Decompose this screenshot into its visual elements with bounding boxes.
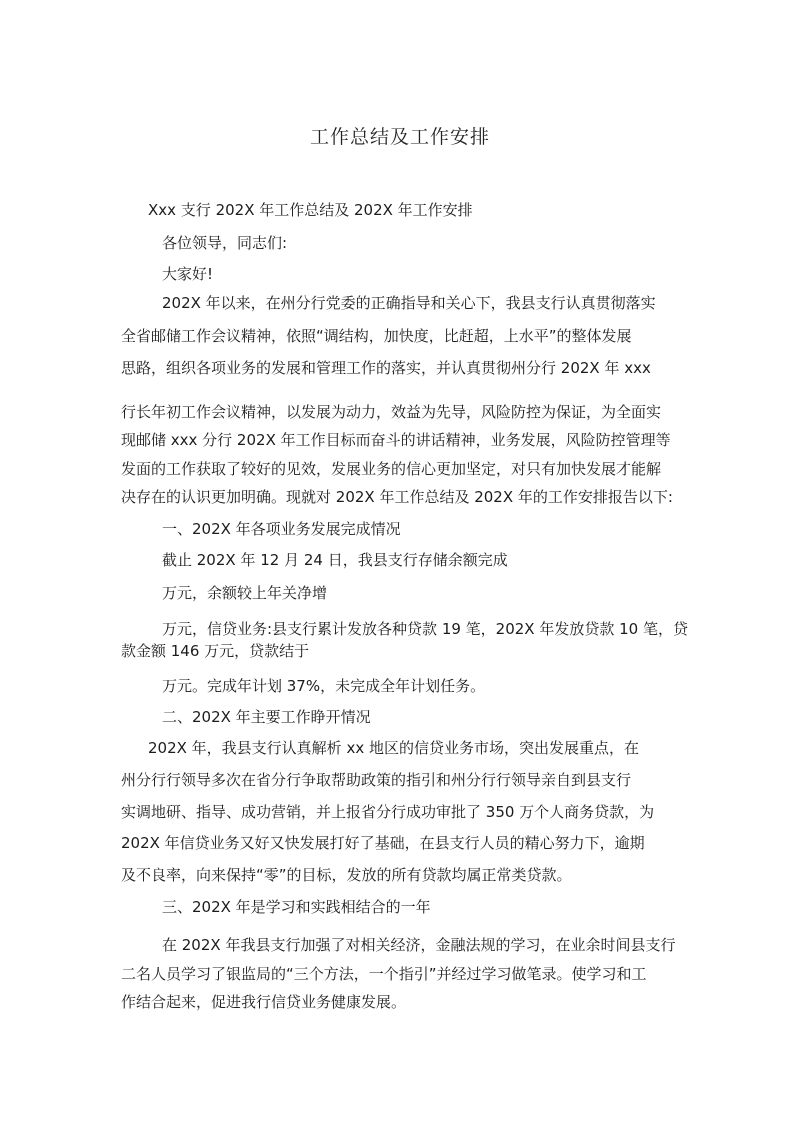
paragraph-line: 及不良率，向来保持“零”的目标，发放的所有贷款均属正常类贷款。	[121, 866, 572, 884]
section-heading: 二、202X 年主要工作睁开情况	[162, 708, 371, 726]
paragraph-line: 现邮储 xxx 分行 202X 年工作目标而奋斗的讲话精神，业务发展，风险防控管理等	[121, 431, 671, 449]
paragraph-line: 决存在的认识更加明确。现就对 202X 年工作总结及 202X 年的工作安排报告以下:	[121, 488, 673, 506]
greeting: 大家好!	[162, 265, 214, 283]
salutation: 各位领导，同志们:	[162, 234, 288, 252]
paragraph-line: 行长年初工作会议精神，以发展为动力，效益为先导，风险防控为保证，为全面实	[121, 403, 662, 421]
paragraph-line: 万元，信贷业务:县支行累计发放各种贷款 19 笔，202X 年发放贷款 10 笔，贷	[162, 620, 688, 638]
paragraph-line: 万元。完成年计划 37%，未完成全年计划任务。	[162, 677, 486, 695]
paragraph-line: 款金额 146 万元，贷款结于	[121, 642, 310, 660]
doc-subtitle: Xxx 支行 202X 年工作总结及 202X 年工作安排	[148, 201, 473, 219]
paragraph-line: 二名人员学习了银监局的“三个方法，一个指引”并经过学习做笔录。使学习和工	[121, 965, 647, 983]
paragraph-line: 截止 202X 年 12 月 24 日，我县支行存储余额完成	[162, 551, 508, 569]
document-title: 工作总结及工作安排	[309, 126, 490, 148]
section-heading: 一、202X 年各项业务发展完成情况	[162, 520, 401, 538]
paragraph-line: 作结合起来，促进我行信贷业务健康发展。	[121, 993, 407, 1011]
paragraph-line: 思路，组织各项业务的发展和管理工作的落实，并认真贯彻州分行 202X 年 xxx	[121, 359, 651, 377]
paragraph-line: 全省邮储工作会议精神，依照“调结构，加快度，比赶超，上水平”的整体发展	[121, 327, 632, 345]
paragraph-line: 万元，余额较上年关净增	[162, 584, 328, 602]
paragraph-line: 202X 年信贷业务又好又快发展打好了基础，在县支行人员的精心努力下，逾期	[121, 834, 645, 852]
paragraph-line: 在 202X 年我县支行加强了对相关经济，金融法规的学习，在业余时间县支行	[162, 936, 676, 954]
section-heading: 三、202X 年是学习和实践相结合的一年	[162, 898, 431, 916]
paragraph-line: 发面的工作获取了较好的见效，发展业务的信心更加坚定，对只有加快发展才能解	[121, 460, 662, 478]
paragraph-line: 202X 年以来，在州分行党委的正确指导和关心下，我县支行认真贯彻落实	[162, 294, 656, 312]
paragraph-line: 州分行行领导多次在省分行争取帮助政策的指引和州分行行领导亲自到县支行	[121, 771, 632, 789]
paragraph-line: 202X 年，我县支行认真解析 xx 地区的信贷业务市场，突出发展重点，在	[148, 739, 639, 757]
paragraph-line: 实调地研、指导、成功营销，并上报省分行成功审批了 350 万个人商务贷款，为	[121, 803, 655, 821]
